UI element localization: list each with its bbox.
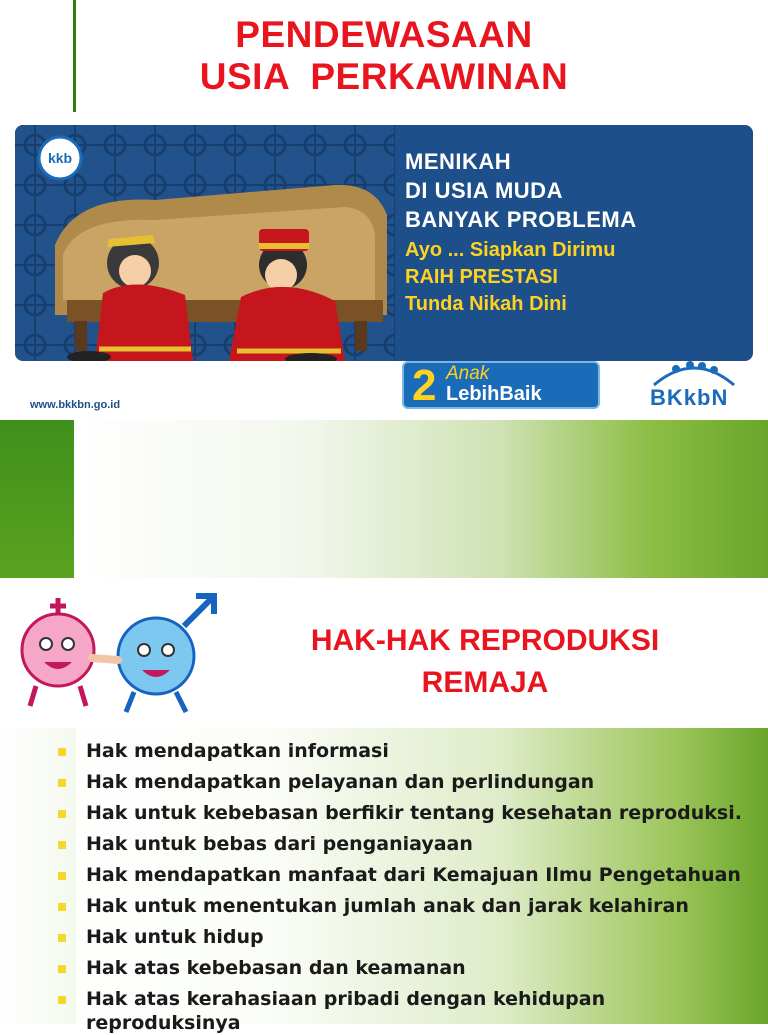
- rights-list: [58, 736, 758, 1035]
- title-line-2: USIA PERKAWINAN: [199, 56, 569, 97]
- slide-title: [0, 14, 768, 98]
- banner-panel: [15, 125, 753, 361]
- gender-mascots-icon: [0, 578, 246, 722]
- list-item: [58, 984, 758, 1035]
- list-item: [58, 860, 758, 891]
- banner-call-to-action: [405, 237, 615, 318]
- campaign-banner: [10, 117, 758, 419]
- list-item-text: Hak mendapatkan informasi: [86, 740, 389, 762]
- list-item-text: Hak untuk hidup: [86, 926, 264, 948]
- slide-header: [0, 578, 768, 728]
- bullet-icon: [58, 872, 66, 880]
- bullet-icon: [58, 996, 66, 1004]
- list-item: [58, 798, 758, 829]
- kkb-logo-text: kkb: [47, 150, 73, 166]
- green-side-bar: [0, 420, 74, 578]
- list-item-text: Hak mendapatkan manfaat dari Kemajuan Ilmu Pengetahuan: [86, 864, 741, 886]
- call-line: RAIH PRESTASI: [405, 266, 558, 288]
- bullet-icon: [58, 934, 66, 942]
- list-item-text: Hak atas kerahasiaan pribadi dengan kehidupan reproduksinya: [86, 988, 606, 1034]
- slide-heading: [250, 620, 720, 704]
- badge-number: 2: [412, 361, 437, 410]
- website-url: www.bkkbn.go.id: [30, 399, 121, 411]
- badge-word-lebihbaik: LebihBaik: [446, 383, 542, 405]
- family-icon: [646, 357, 742, 387]
- bullet-icon: [58, 965, 66, 973]
- bkkbn-name: BKkbN: [650, 385, 729, 410]
- banner-message-line: DI USIA MUDA: [405, 178, 563, 203]
- list-item: [58, 767, 758, 798]
- two-children-badge: [402, 361, 600, 409]
- list-item-text: Hak untuk bebas dari penganiayaan: [86, 833, 473, 855]
- banner-message-line: MENIKAH: [405, 149, 512, 174]
- list-item: [58, 829, 758, 860]
- bullet-icon: [58, 748, 66, 756]
- slide-hak-reproduksi: [0, 578, 768, 1034]
- banner-message-line: BANYAK PROBLEMA: [405, 207, 637, 232]
- list-item: [58, 891, 758, 922]
- slide-pendewasaan: [0, 0, 768, 420]
- banner-message: [405, 147, 637, 234]
- title-line-1: PENDEWASAAN: [235, 14, 533, 55]
- list-item-text: Hak untuk menentukan jumlah anak dan jarak kelahiran: [86, 895, 689, 917]
- kkb-logo-icon: [37, 135, 83, 181]
- badge-word-anak: Anak: [446, 363, 490, 384]
- list-item: [58, 736, 758, 767]
- bullet-icon: [58, 841, 66, 849]
- list-item-text: Hak untuk kebebasan berfikir tentang kesehatan reproduksi.: [86, 802, 742, 824]
- call-line: Tunda Nikah Dini: [405, 293, 567, 315]
- bullet-icon: [58, 810, 66, 818]
- blank-slide: [0, 420, 768, 578]
- bullet-icon: [58, 779, 66, 787]
- heading-line-1: HAK-HAK REPRODUKSI: [310, 624, 660, 657]
- bullet-icon: [58, 903, 66, 911]
- slide-body: [0, 728, 768, 1034]
- list-item-text: Hak mendapatkan pelayanan dan perlindungan: [86, 771, 595, 793]
- bkkbn-logo: [646, 357, 742, 413]
- list-item: [58, 953, 758, 984]
- list-item-text: Hak atas kebebasan dan keamanan: [86, 957, 466, 979]
- list-item: [58, 922, 758, 953]
- call-line: Ayo ... Siapkan Dirimu: [405, 239, 616, 261]
- heading-line-2: REMAJA: [421, 666, 549, 699]
